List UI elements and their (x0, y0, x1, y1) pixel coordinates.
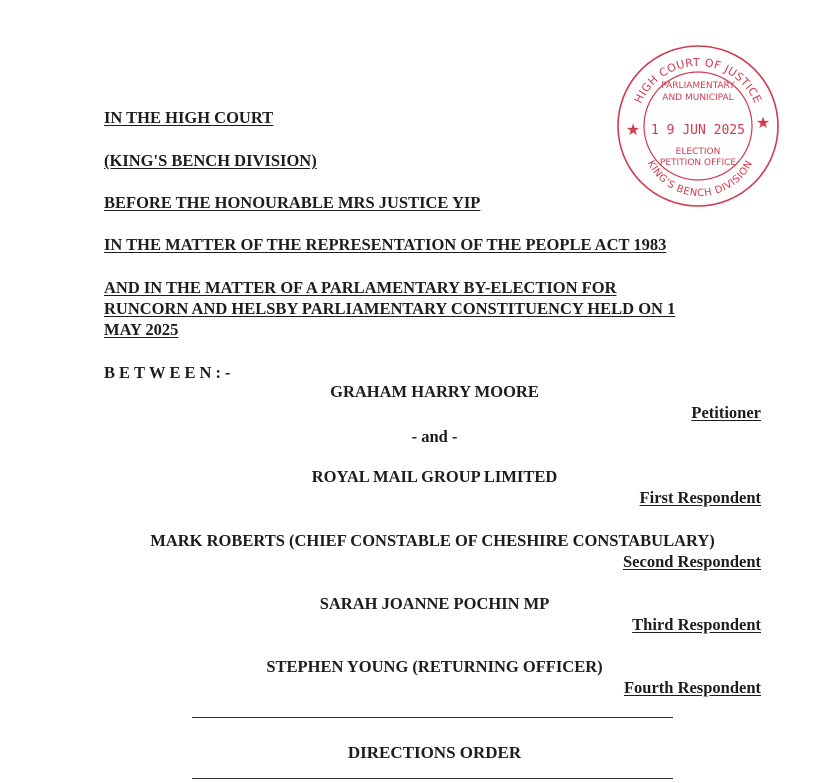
matter-heading-act: IN THE MATTER OF THE REPRESENTATION OF THE PEOPLE ACT 1983 (104, 235, 667, 254)
division-heading: (KING'S BENCH DIVISION) (104, 151, 317, 170)
stamp-line3: ELECTION (675, 147, 721, 157)
second-respondent-role: Second Respondent (623, 552, 761, 571)
judge-heading: BEFORE THE HONOURABLE MRS JUSTICE YIP (104, 193, 481, 212)
stamp-ring-bottom: KING'S BENCH DIVISION (644, 158, 756, 200)
star-icon-left: ★ (625, 120, 641, 139)
fourth-respondent-role: Fourth Respondent (623, 678, 761, 697)
stamp-date: 1 9 JUN 2025 (651, 123, 745, 138)
divider-top (192, 717, 673, 718)
third-respondent-role: Third Respondent (632, 615, 761, 634)
third-respondent-name: SARAH JOANNE POCHIN MP (319, 594, 550, 613)
court-heading: IN THE HIGH COURT (104, 108, 274, 127)
matter-heading-line1: AND IN THE MATTER OF A PARLAMENTARY BY-ELECTION FOR (104, 278, 617, 297)
stamp-line2: AND MUNICIPAL (662, 93, 734, 103)
matter-heading-line2: RUNCORN AND HELSBY PARLIAMENTARY CONSTITUENCY HELD ON 1 (104, 299, 676, 318)
fourth-respondent-name: STEPHEN YOUNG (RETURNING OFFICER) (266, 657, 603, 676)
divider-bottom (192, 778, 673, 779)
petitioner-name: GRAHAM HARRY MOORE (330, 382, 539, 401)
and-separator: - and - (411, 427, 458, 446)
petitioner-role: Petitioner (691, 403, 761, 422)
first-respondent-role: First Respondent (639, 488, 761, 507)
between-label: BETWEEN:- (104, 363, 235, 382)
order-title: DIRECTIONS ORDER (347, 743, 522, 762)
stamp-line4: PETITION OFFICE (659, 158, 737, 168)
first-respondent-name: ROYAL MAIL GROUP LIMITED (311, 467, 558, 486)
second-respondent-name: MARK ROBERTS (CHIEF CONSTABLE OF CHESHIRE CONSTABULARY) (150, 531, 715, 550)
court-stamp (612, 40, 784, 212)
star-icon-right: ★ (755, 113, 771, 132)
stamp-ring-text: HIGH COURT OF JUSTICE (631, 55, 765, 106)
matter-heading-line3: MAY 2025 (104, 320, 179, 339)
stamp-line1: PARLIAMENTARY (661, 81, 735, 91)
